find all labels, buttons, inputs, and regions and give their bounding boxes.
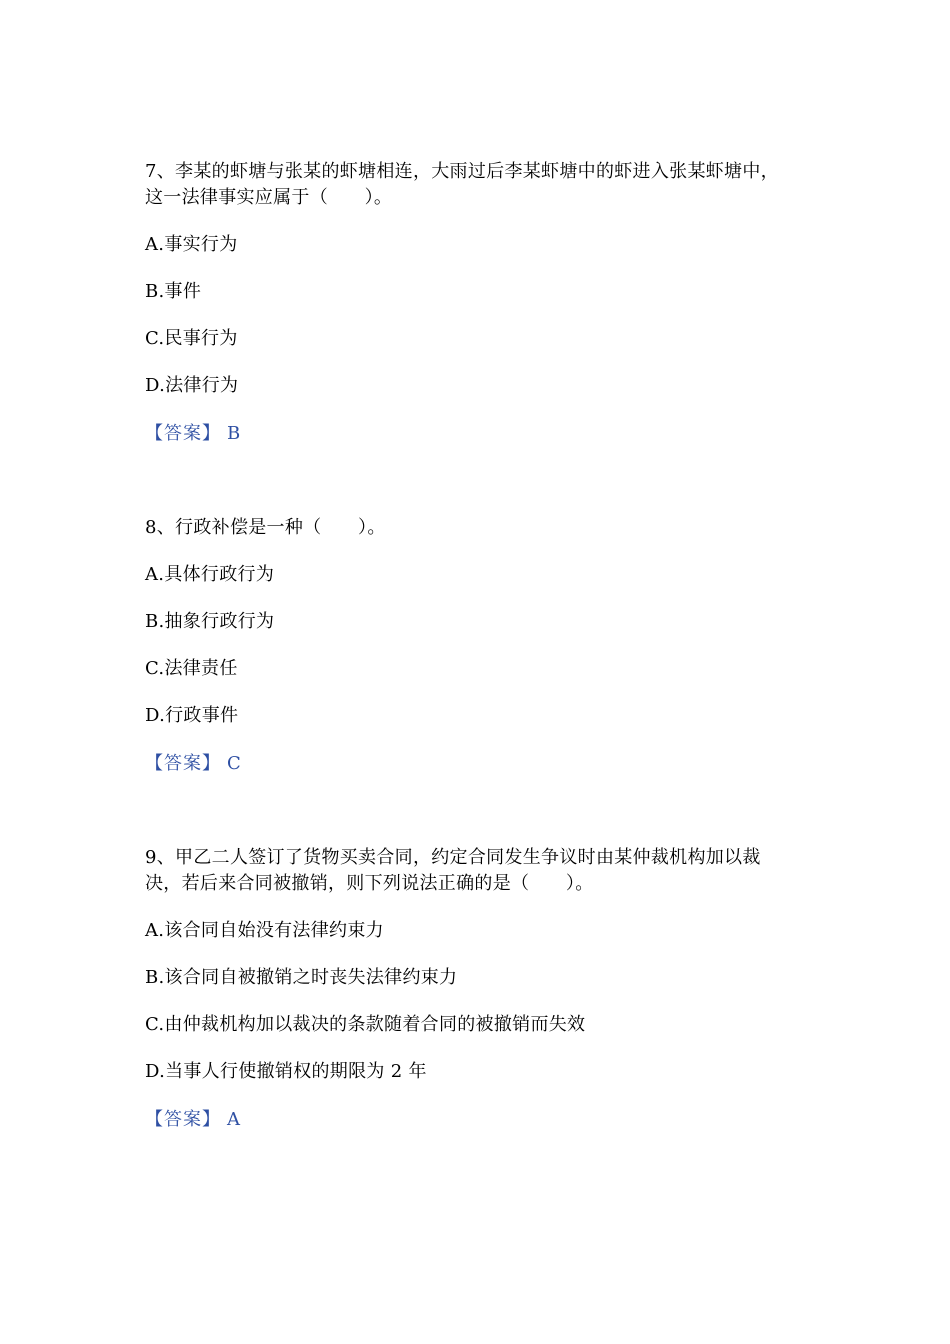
question-7-option-b: B.事件 [145,281,202,302]
question-7-answer [145,423,241,445]
question-7-option-d: D.法律行为 [145,375,239,396]
question-7-stem-line-1: 7、李某的虾塘与张某的虾塘相连，大雨过后李某虾塘中的虾进入张某虾塘中， [145,161,779,182]
answer-value: C [227,753,242,774]
question-7-option-c: C.民事行为 [145,328,238,349]
question-9-answer [145,1109,240,1131]
question-7-stem-line-2: 这一法律事实应属于（ ）。 [145,187,393,208]
question-9-option-d: D.当事人行使撤销权的期限为 2 年 [145,1061,427,1082]
question-9-stem-line-1: 9、甲乙二人签订了货物买卖合同，约定合同发生争议时由某仲裁机构加以裁 [145,847,761,868]
question-8-stem-line-1: 8、行政补偿是一种（ ）。 [145,517,386,538]
question-9-option-b: B.该合同自被撤销之时丧失法律约束力 [145,967,458,988]
answer-label: 【答案】 [145,1109,221,1130]
question-8-option-c: C.法律责任 [145,658,238,679]
question-9-option-c: C.由仲裁机构加以裁决的条款随着合同的被撤销而失效 [145,1014,586,1035]
question-8-answer [145,753,241,775]
question-8-option-a: A.具体行政行为 [145,564,275,585]
question-9-option-a: A.该合同自始没有法律约束力 [145,920,384,941]
question-9-stem-line-2: 决，若后来合同被撤销，则下列说法正确的是（ ）。 [145,873,594,894]
answer-label: 【答案】 [145,423,221,444]
answer-value: A [227,1109,241,1130]
question-7-option-a: A.事实行为 [145,234,238,255]
answer-value: B [227,423,241,444]
answer-label: 【答案】 [145,753,221,774]
question-8-option-d: D.行政事件 [145,705,239,726]
question-8-option-b: B.抽象行政行为 [145,611,275,632]
